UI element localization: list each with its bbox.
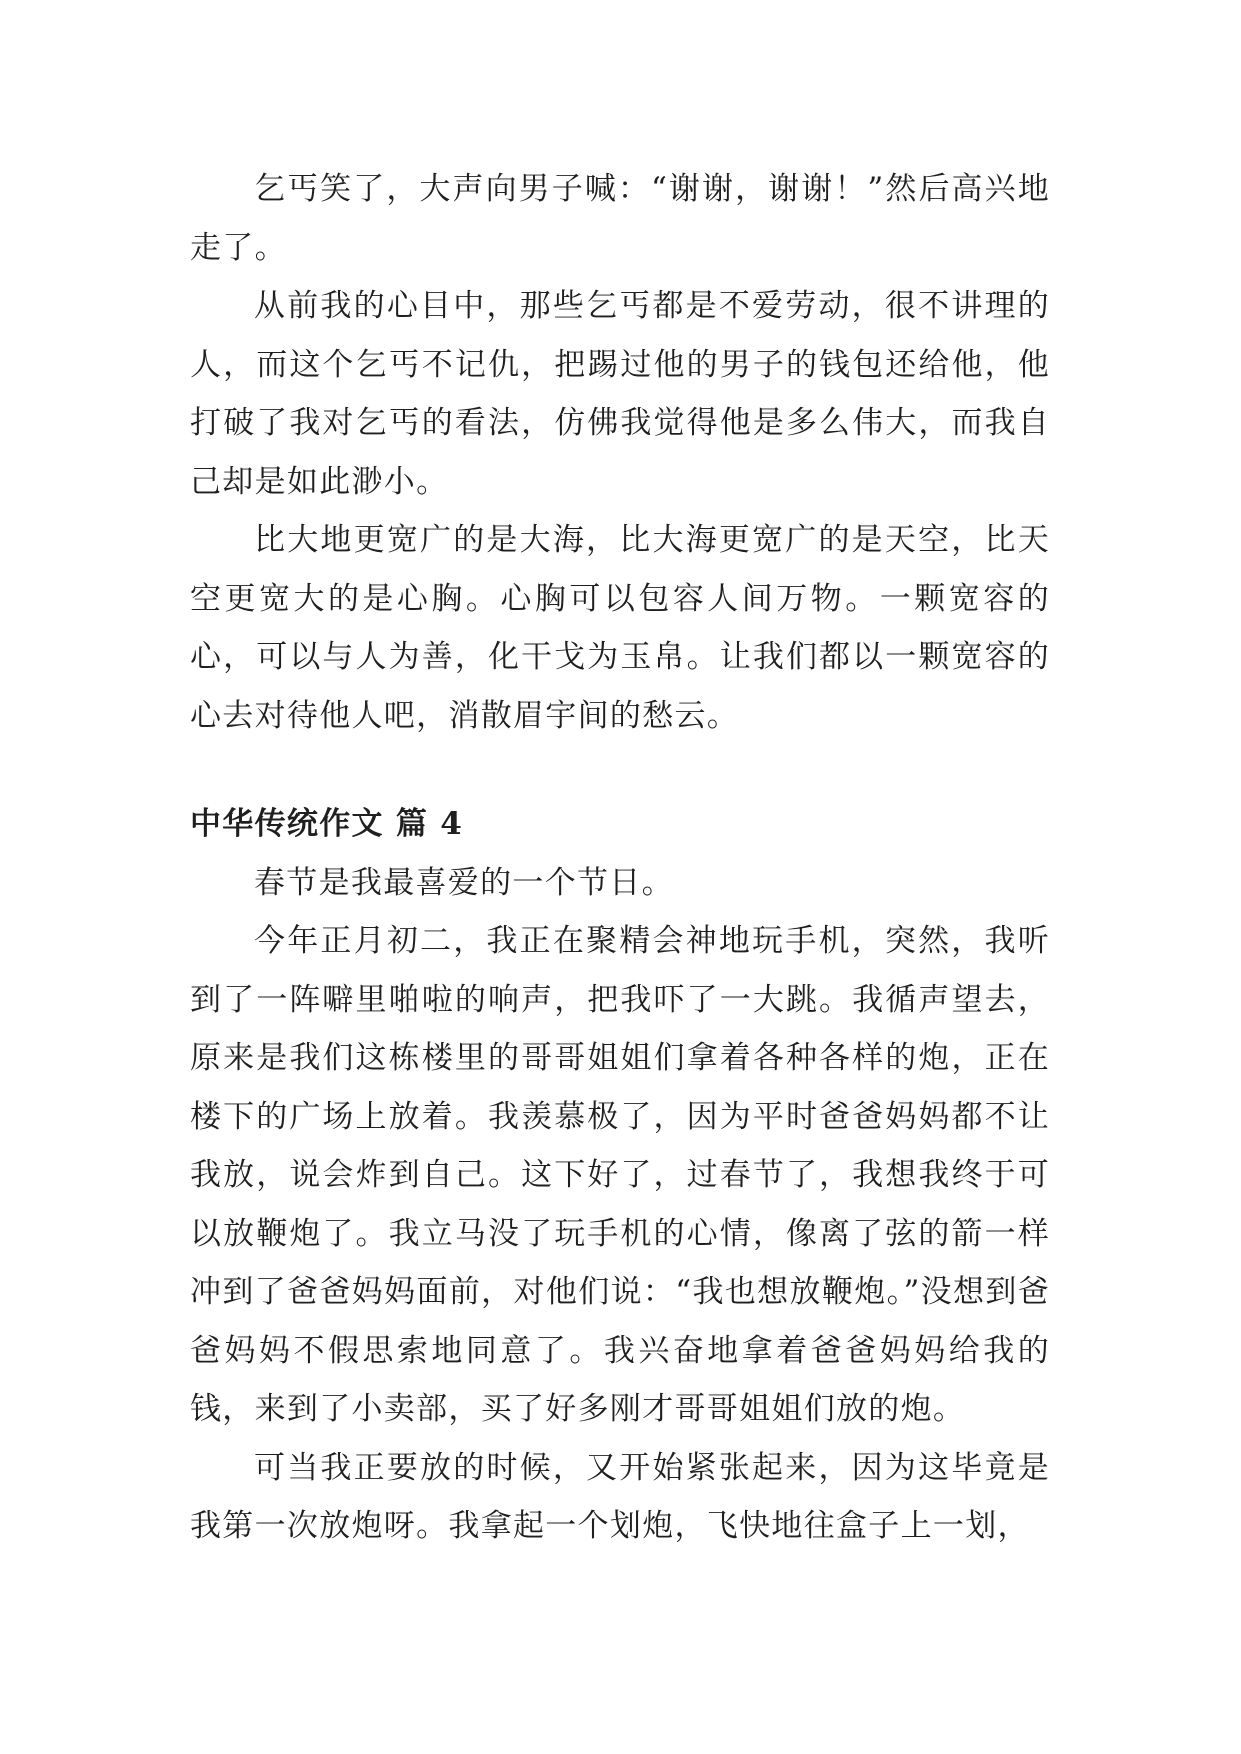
paragraph-beggar-thanks: 乞丐笑了，大声向男子喊：“谢谢，谢谢！”然后高兴地走了。 — [190, 171, 1050, 266]
paragraph-firecrackers: 今年正月初二，我正在聚精会神地玩手机，突然，我听到了一阵噼里啪啦的响声，把我吓了一大跳。我循声望去，原来是我们这栋楼里的哥哥姐姐们拿着各种各样的炮，正在楼下的广场上放着。我羡慕极了，因为平时爸爸妈妈都不让我放，说会炸到自己。这下好了，过春节了，我想我终于可以放鞭炮了。我立马没了玩手机的心情，像离了弦的箭一样冲到了爸爸妈妈面前，对他们说：“我也想放鞭炮。”没想到爸爸妈妈不假思索地同意了。我兴奋地拿着爸爸妈妈给我的钱，来到了小卖部，买了好多刚才哥哥姐姐们放的炮。 — [190, 923, 1050, 1427]
section-title: 中华传统作文 篇 4 — [190, 806, 464, 842]
paragraph-reflection: 从前我的心目中，那些乞丐都是不爱劳动，很不讲理的人，而这个乞丐不记仇，把踢过他的男子的钱包还给他，他打破了我对乞丐的看法，仿佛我觉得他是多么伟大，而我自己却是如此渺小。 — [190, 288, 1050, 500]
paragraph-first-firecracker: 可当我正要放的时候，又开始紧张起来，因为这毕竟是我第一次放炮呀。我拿起一个划炮，飞快地往盒子上一划， — [190, 1449, 1050, 1544]
section-gap — [190, 745, 1050, 795]
document-body — [190, 160, 1050, 1556]
paragraph-spring-festival-intro: 春节是我最喜爱的一个节日。 — [254, 864, 674, 901]
paragraph-tolerance: 比大地更宽广的是大海，比大海更宽广的是天空，比天空更宽大的是心胸。心胸可以包容人间万物。一颗宽容的心，可以与人为善，化干戈为玉帛。让我们都以一颗宽容的心去对待他人吧，消散眉宇间的愁云。 — [190, 522, 1050, 734]
